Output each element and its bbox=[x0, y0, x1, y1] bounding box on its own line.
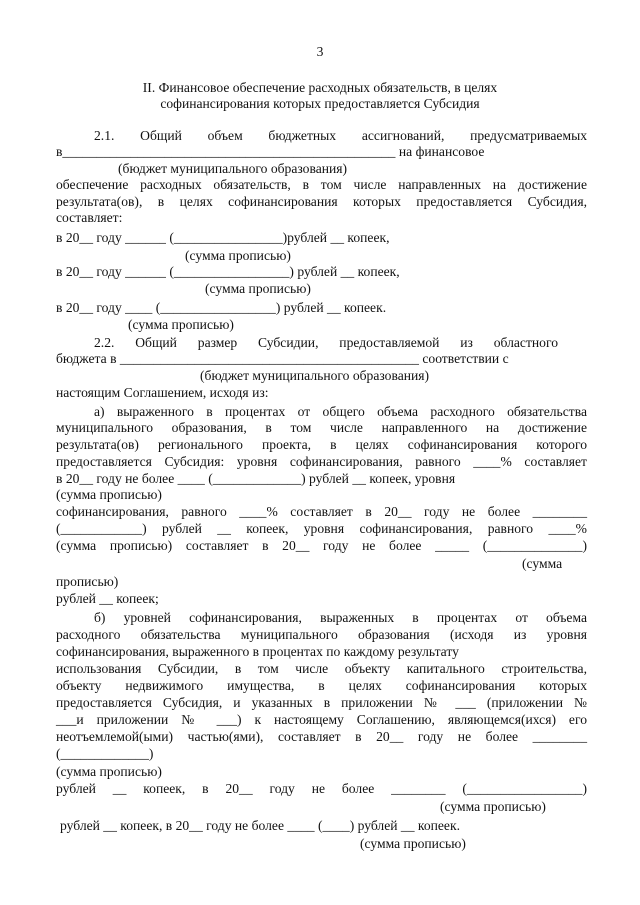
paragraph-2-1-line: результата(ов), в целях софинансирования которых предоставляется Субсидия, bbox=[56, 194, 587, 209]
paragraph-2-1-line: в_________________________________________________ на финансовое bbox=[56, 144, 485, 159]
item-b-line: (_____________) bbox=[56, 746, 154, 761]
amount-line: в 20__ году ______ (_________________) рублей __ копеек, bbox=[56, 264, 400, 279]
field-caption: (сумма прописью) bbox=[128, 317, 234, 332]
item-b-line: использования Субсидии, в том числе объекту капитального строительства, bbox=[56, 661, 587, 676]
item-a-line: (сумма прописью) составляет в 20__ году не более _____ (______________) bbox=[56, 538, 587, 553]
section-heading-line-2: софинансирования которых предоставляется Субсидия bbox=[160, 96, 480, 111]
field-caption: (бюджет муниципального образования) bbox=[118, 161, 348, 176]
field-caption: (сумма прописью) bbox=[56, 487, 162, 502]
paragraph-2-2-line: настоящим Соглашением, исходя из: bbox=[56, 385, 269, 400]
item-b-line: б) уровней софинансирования, выраженных в процентах от объема bbox=[94, 610, 587, 625]
item-a-line: результата(ов) регионального проекта, в целях софинансирования которого bbox=[56, 437, 587, 452]
paragraph-2-2-line: 2.2. Общий размер Субсидии, предоставляемой из областного bbox=[94, 335, 558, 350]
item-a-line: софинансирования, равного ____% составляет в 20__ году не более ________ bbox=[56, 504, 587, 519]
field-caption: прописью) bbox=[56, 574, 119, 589]
item-a-line: рублей __ копеек; bbox=[56, 591, 159, 606]
item-a-line: (____________) рублей __ копеек, уровня софинансирования, равного ____% bbox=[56, 521, 587, 536]
field-caption: (сумма прописью) bbox=[360, 836, 466, 851]
paragraph-2-1-line: обеспечение расходных обязательств, в том числе направленных на достижение bbox=[56, 177, 587, 192]
item-a-line: предоставляется Субсидия: уровня софинансирования, равного ____% составляет bbox=[56, 454, 587, 469]
field-caption: (сумма прописью) bbox=[205, 281, 311, 296]
field-caption: (сумма прописью) bbox=[56, 764, 162, 779]
paragraph-2-2-line: бюджета в ____________________________________________ соответствии с bbox=[56, 351, 509, 366]
item-a-line: муниципального образования, в том числе направленного на достижение bbox=[56, 420, 587, 435]
field-caption: (бюджет муниципального образования) bbox=[200, 368, 430, 383]
field-caption: (сумма прописью) bbox=[440, 799, 546, 814]
field-caption: (сумма прописью) bbox=[185, 248, 291, 263]
item-b-line: неотъемлемой(ыми) частью(ями), составляет в 20__ году не более ________ bbox=[56, 729, 587, 744]
item-a-line: в 20__ году не более ____ (_____________) рублей __ копеек, уровня bbox=[56, 471, 456, 486]
item-b-line: расходного обязательства муниципального образования (исходя из уровня bbox=[56, 627, 587, 642]
item-b-line: ___и приложении № ___) к настоящему Соглашению, являющемся(ихся) его bbox=[56, 712, 587, 727]
amount-line: в 20__ году ____ (_________________) рублей __ копеек. bbox=[56, 300, 387, 315]
page-number: 3 bbox=[316, 44, 324, 59]
item-b-line: предоставляется Субсидия, и указанных в приложении № ___ (приложении № bbox=[56, 695, 587, 710]
section-heading-line-1: II. Финансовое обеспечение расходных обязательств, в целях bbox=[142, 80, 498, 95]
item-b-line: рублей __ копеек, в 20__ году не более ________ (_________________) bbox=[56, 781, 587, 796]
paragraph-2-1-line: составляет: bbox=[56, 210, 123, 225]
paragraph-2-1-line: 2.1. Общий объем бюджетных ассигнований, предусматриваемых bbox=[94, 128, 587, 143]
amount-line: в 20__ году ______ (________________)рублей __ копеек, bbox=[56, 230, 390, 245]
item-b-line: рублей __ копеек, в 20__ году не более ____ (____) рублей __ копеек. bbox=[60, 818, 460, 833]
item-a-line: а) выраженного в процентах от общего объема расходного обязательства bbox=[94, 404, 587, 419]
field-caption: (сумма bbox=[522, 556, 563, 571]
item-b-line: объекту недвижимого имущества, в целях софинансирования которых bbox=[56, 678, 587, 693]
item-b-line: софинансирования, выраженного в процентах по каждому результату bbox=[56, 644, 459, 659]
